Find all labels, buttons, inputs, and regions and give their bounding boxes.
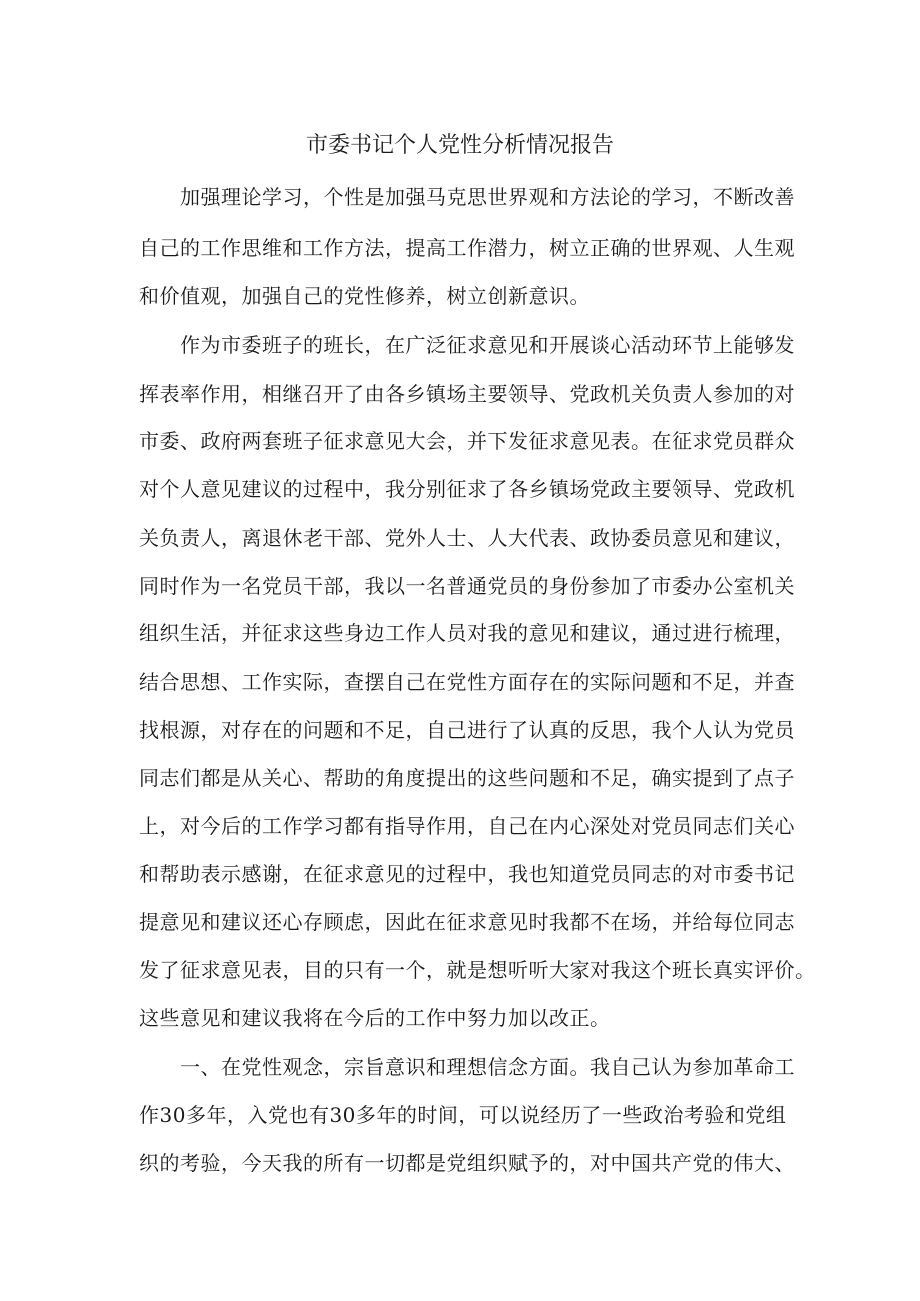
paragraph-line: 关负责人，离退休老干部、党外人士、人大代表、政协委员意见和建议， [139,526,795,550]
paragraph-line: 作30多年，入党也有30多年的时间，可以说经历了一些政治考验和党组 [139,1103,787,1127]
paragraph-line: 组织生活，并征求这些身边工作人员对我的意见和建议，通过进行梳理， [139,621,795,645]
paragraph-line: 结合思想、工作实际，查摆自己在党性方面存在的实际问题和不足，并查 [139,670,795,694]
paragraph-line: 作为市委班子的班长，在广泛征求意见和开展谈心活动环节上能够发 [180,333,795,357]
paragraph-line: 上，对今后的工作学习都有指导作用，自己在内心深处对党员同志们关心 [139,814,795,838]
paragraph-line: 这些意见和建议我将在今后的工作中努力加以改正。 [139,1006,611,1030]
paragraph-line: 一、在党性观念，宗旨意识和理想信念方面。我自己认为参加革命工 [180,1055,795,1079]
paragraph-line: 加强理论学习，个性是加强马克思世界观和方法论的学习，不断改善 [180,185,795,209]
paragraph-line: 同时作为一名党员干部，我以一名普通党员的身份参加了市委办公室机关 [139,574,795,598]
paragraph-line: 自己的工作思维和工作方法，提高工作潜力，树立正确的世界观、人生观 [139,236,795,260]
paragraph-line: 挥表率作用，相继召开了由各乡镇场主要领导、党政机关负责人参加的对 [139,382,795,406]
paragraph-line: 织的考验，今天我的所有一切都是党组织赋予的，对中国共产党的伟大、 [139,1151,795,1175]
paragraph-line: 同志们都是从关心、帮助的角度提出的这些问题和不足，确实提到了点子 [139,766,795,790]
paragraph-line: 市委、政府两套班子征求意见大会，并下发征求意见表。在征求党员群众 [139,429,795,453]
paragraph-line: 发了征求意见表，目的只有一个，就是想听听大家对我这个班长真实评价。 [139,958,816,982]
paragraph-line: 和价值观，加强自己的党性修养，树立创新意识。 [139,284,590,308]
paragraph-line: 对个人意见建议的过程中，我分别征求了各乡镇场党政主要领导、党政机 [139,477,795,501]
paragraph-line: 找根源，对存在的问题和不足，自己进行了认真的反思，我个人认为党员 [139,718,795,742]
document-title: 市委书记个人党性分析情况报告 [305,133,614,158]
paragraph-line: 和帮助表示感谢，在征求意见的过程中，我也知道党员同志的对市委书记 [139,862,795,886]
paragraph-line: 提意见和建议还心存顾虑，因此在征求意见时我都不在场，并给每位同志 [139,910,795,934]
